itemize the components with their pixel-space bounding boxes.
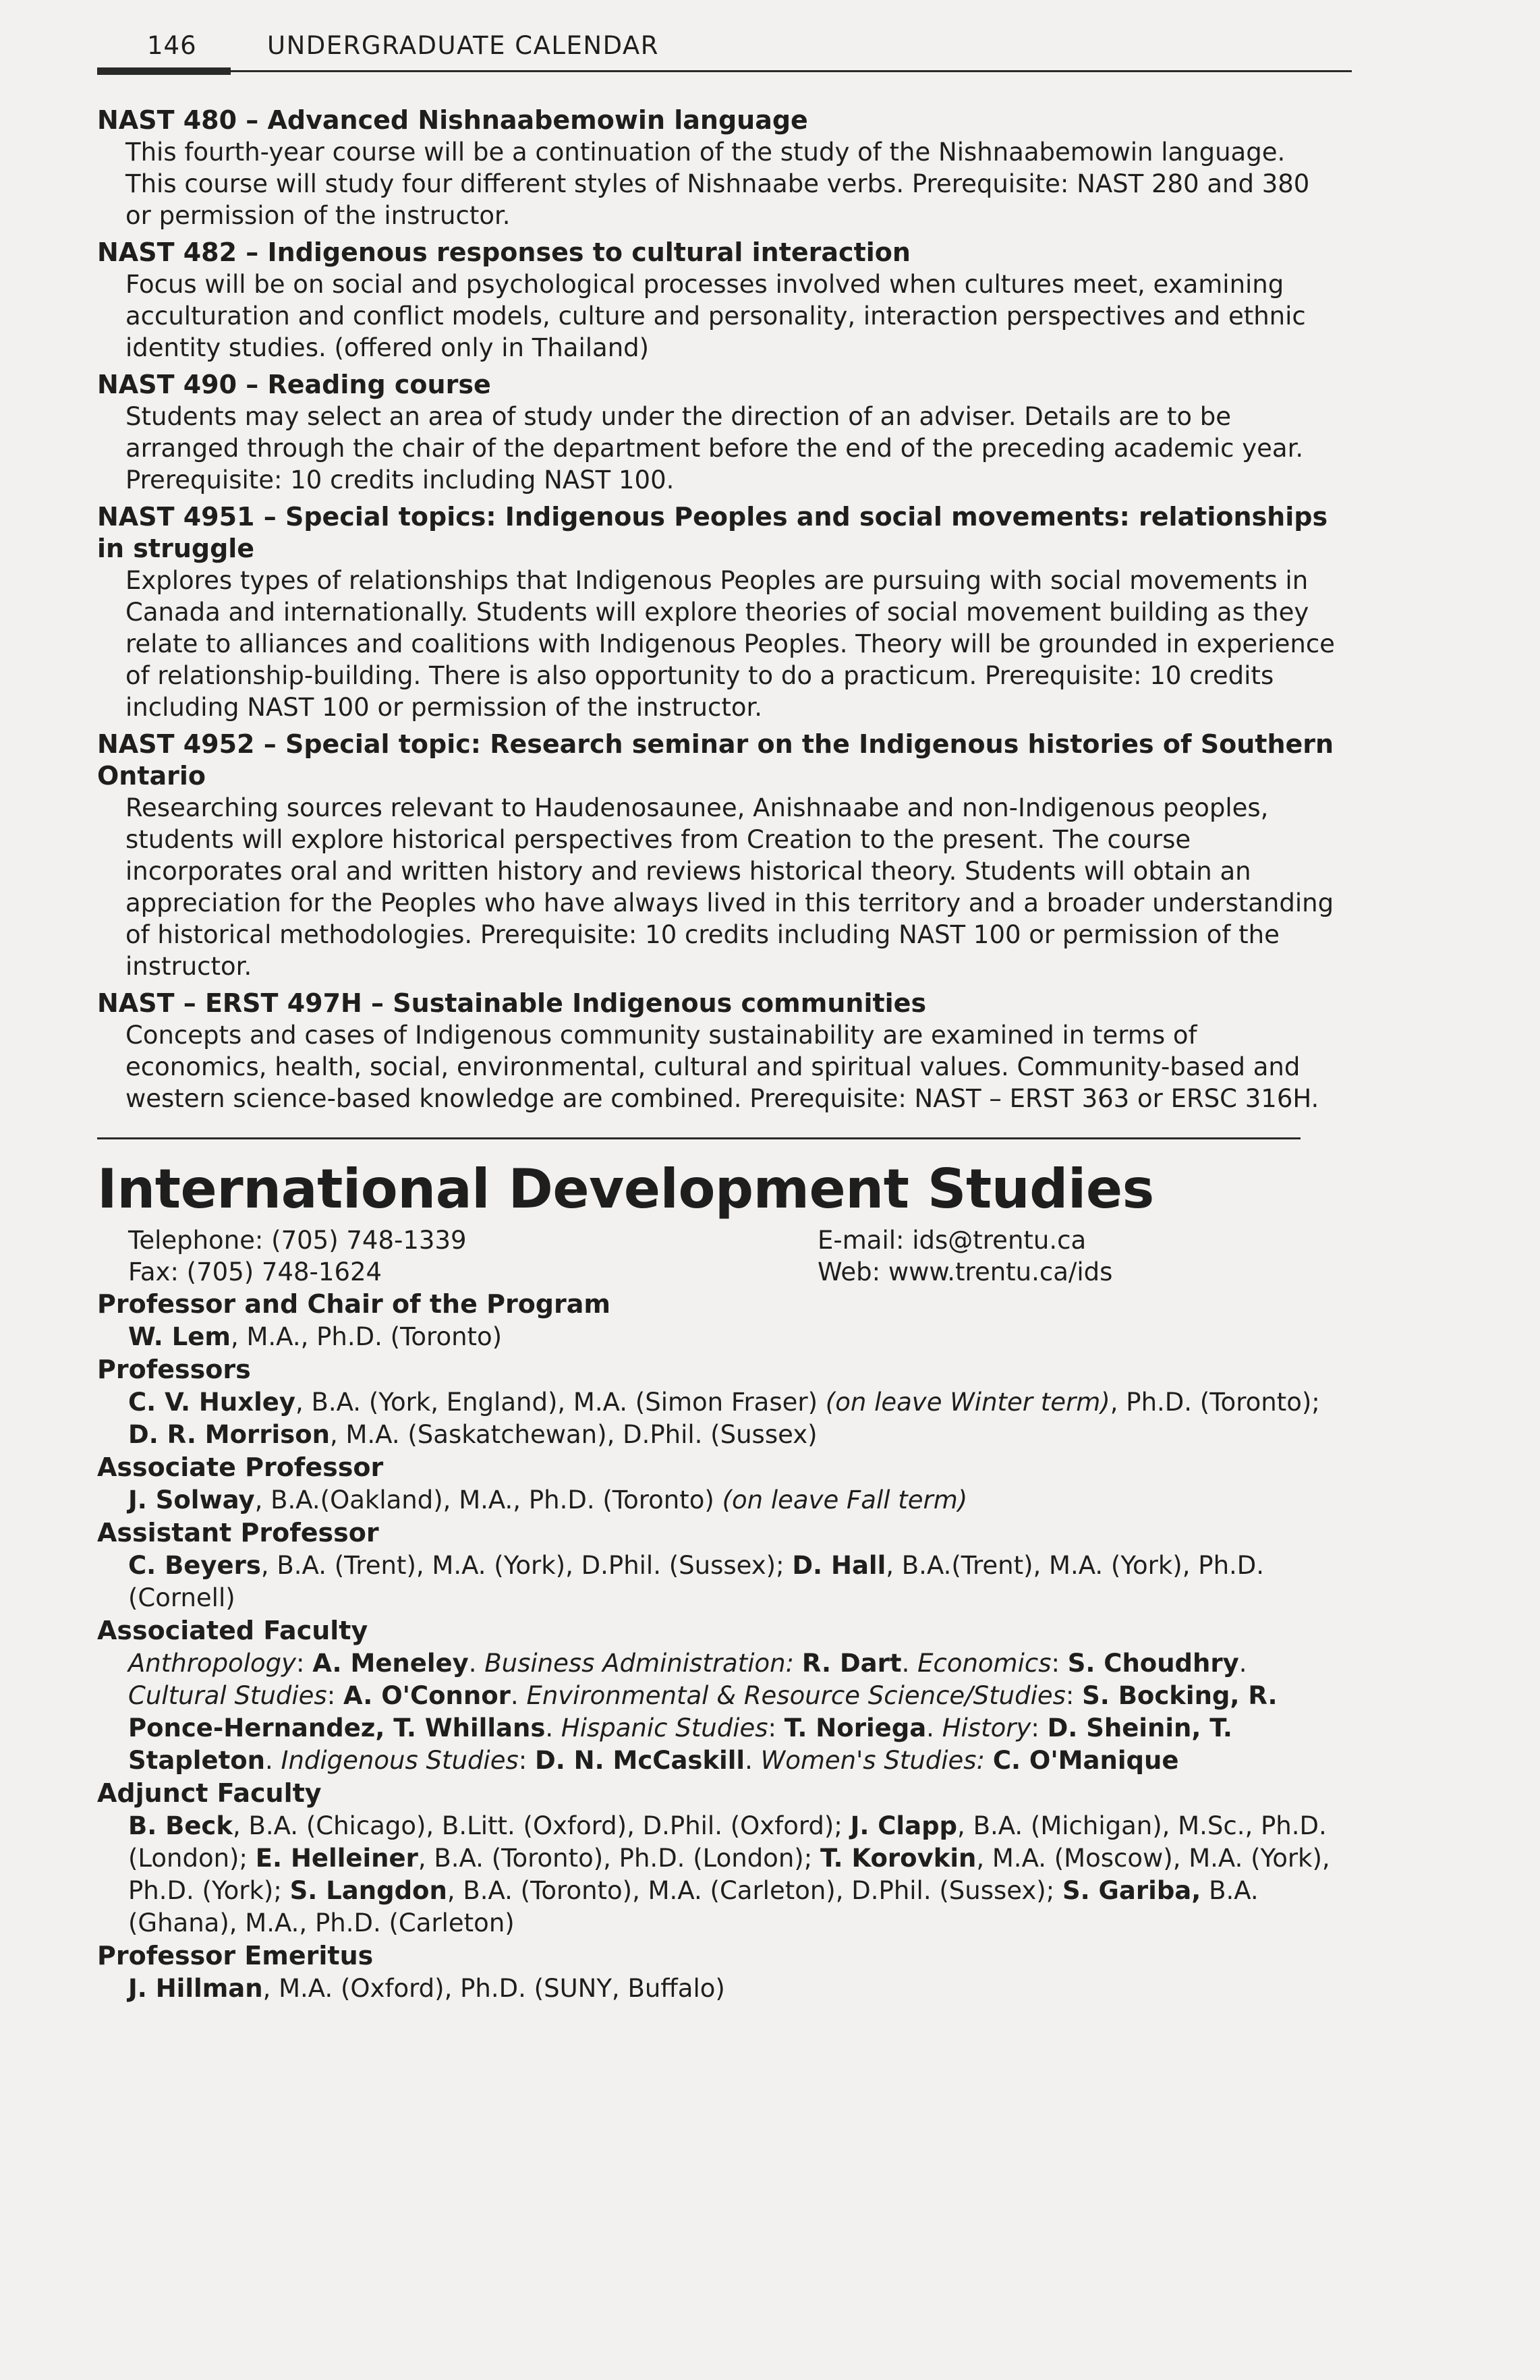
discipline: Environmental & Resource Science/Studies bbox=[526, 1681, 1066, 1710]
person-name: J. Hillman bbox=[128, 1974, 263, 2003]
person-name: R. Dart bbox=[801, 1649, 902, 1678]
header-rule-thick bbox=[97, 67, 231, 75]
course-title: NAST 4952 – Special topic: Research seminar on the Indigenous histories of Southern Ontario bbox=[97, 729, 1334, 791]
course-entry bbox=[97, 501, 1352, 723]
telephone: Telephone: (705) 748-1339 bbox=[128, 1226, 467, 1255]
role-heading-chair: Professor and Chair of the Program bbox=[97, 1289, 610, 1319]
person-name: T. Korovkin bbox=[820, 1844, 977, 1873]
contact-phone-fax bbox=[128, 1224, 467, 1288]
person-name: J. Clapp bbox=[850, 1811, 958, 1840]
person-credentials: , Ph.D. (Toronto); bbox=[1110, 1388, 1320, 1417]
course-title: NAST – ERST 497H – Sustainable Indigenous communities bbox=[97, 988, 927, 1018]
person-credentials: , B.A.(Oakland), M.A., Ph.D. (Toronto) bbox=[254, 1485, 722, 1514]
person-name: J. Solway bbox=[128, 1485, 255, 1514]
role-heading-professors: Professors bbox=[97, 1355, 251, 1384]
person-credentials: , M.A. (Saskatchewan), D.Phil. (Sussex) bbox=[329, 1420, 818, 1449]
course-title: NAST 490 – Reading course bbox=[97, 370, 491, 399]
person-name: C. V. Huxley bbox=[128, 1388, 295, 1417]
role-heading-associated: Associated Faculty bbox=[97, 1616, 368, 1645]
person-credentials: , M.A. (Moscow), M.A. (York), Ph.D. (York); bbox=[128, 1844, 1330, 1905]
course-entry bbox=[97, 105, 1352, 231]
section-divider bbox=[97, 1137, 1301, 1139]
people-emeritus bbox=[97, 1973, 1352, 2005]
course-description: Focus will be on social and psychological processes involved when cultures meet, examining acculturation and conflict models, culture and personality, interaction perspectives and ethnic identity studies. (offered only in Thailand) bbox=[125, 270, 1306, 362]
course-entry bbox=[97, 729, 1352, 982]
people-professors bbox=[97, 1386, 1352, 1451]
person-name: D. Hall bbox=[792, 1551, 886, 1580]
person-name: D. N. McCaskill bbox=[535, 1746, 745, 1775]
header-rule-thin bbox=[231, 70, 1352, 72]
fax: Fax: (705) 748-1624 bbox=[128, 1257, 382, 1286]
course-description: This fourth-year course will be a continuation of the study of the Nishnaabemowin language. This course will study four different styles of Nishnaabe verbs. Prerequisite: NAST 280 and 380 or permission of the instructor. bbox=[125, 138, 1310, 230]
person-name: C. O'Manique bbox=[992, 1746, 1179, 1775]
people-adjunct bbox=[97, 1810, 1352, 1939]
contact-email-web bbox=[818, 1224, 1112, 1288]
person-credentials: , B.A. (Trent), M.A. (York), D.Phil. (Sussex); bbox=[260, 1551, 793, 1580]
discipline: History bbox=[942, 1713, 1031, 1743]
person-credentials: , M.A. (Oxford), Ph.D. (SUNY, Buffalo) bbox=[262, 1974, 725, 2003]
person-credentials: , B.A.(Trent), M.A. (York), Ph.D. (Cornell) bbox=[128, 1551, 1265, 1612]
person-credentials: , B.A. (Toronto), M.A. (Carleton), D.Phil. (Sussex); bbox=[447, 1876, 1055, 1905]
course-title: NAST 4951 – Special topics: Indigenous Peoples and social movements: relationships in struggle bbox=[97, 502, 1328, 563]
people-associated: Anthropology: A. Meneley. Business Administration: R. Dart. Economics: S. Choudhry. Cultural Studies: A. O'Connor. Environmental & Resource Science/Studies: S. Bocking, R. Ponce-Hernandez, T. Whillans. Hispanic Studies: T. Noriega. History: D. Sheinin, T. Stapleton. Indigenous Studies: D. N. McCaskill. Women's Studies: C. O'Manique bbox=[128, 1649, 1278, 1775]
page-content bbox=[97, 105, 1352, 2005]
person-name: S. Choudhry bbox=[1067, 1649, 1239, 1678]
person-name: A. Meneley bbox=[312, 1649, 469, 1678]
discipline: Economics bbox=[917, 1649, 1052, 1678]
person-name: D. R. Morrison bbox=[128, 1420, 330, 1449]
people-assistant bbox=[97, 1550, 1352, 1614]
section-title: International Development Studies bbox=[97, 1158, 1154, 1220]
role-heading-adjunct: Adjunct Faculty bbox=[97, 1778, 322, 1808]
person-credentials: , B.A. (Chicago), B.Litt. (Oxford), D.Phil. (Oxford); bbox=[232, 1811, 851, 1840]
person-name: S. Bocking, R. Ponce-Hernandez, T. Whillans bbox=[128, 1681, 1278, 1743]
person-name: B. Beck bbox=[128, 1811, 233, 1840]
leave-note: (on leave Fall term) bbox=[722, 1485, 968, 1514]
discipline: Business Administration: bbox=[484, 1649, 795, 1678]
discipline: Cultural Studies bbox=[128, 1681, 327, 1710]
course-description: Students may select an area of study under the direction of an adviser. Details are to be arranged through the chair of the department before the end of the preceding academic year. Prerequisite: 10 credits including NAST 100. bbox=[125, 402, 1304, 494]
person-name: W. Lem bbox=[128, 1322, 231, 1351]
person-credentials: B.A. (Ghana), M.A., Ph.D. (Carleton) bbox=[128, 1876, 1259, 1937]
person-credentials: , B.A. (Toronto), Ph.D. (London); bbox=[418, 1844, 820, 1873]
course-entry bbox=[97, 369, 1352, 496]
discipline: Hispanic Studies bbox=[561, 1713, 768, 1743]
discipline: Anthropology bbox=[128, 1649, 296, 1678]
course-entry bbox=[97, 237, 1352, 364]
person-name: C. Beyers bbox=[128, 1551, 261, 1580]
person-name: S. Gariba, bbox=[1062, 1876, 1201, 1905]
leave-note: (on leave Winter term) bbox=[825, 1388, 1110, 1417]
person-name: S. Langdon bbox=[289, 1876, 447, 1905]
person-credentials: , B.A. (Michigan), M.Sc., Ph.D. (London); bbox=[128, 1811, 1327, 1873]
person-name: E. Helleiner bbox=[255, 1844, 418, 1873]
person-credentials: , M.A., Ph.D. (Toronto) bbox=[230, 1322, 503, 1351]
web: Web: www.trentu.ca/ids bbox=[818, 1257, 1113, 1286]
contact-block bbox=[128, 1224, 1352, 1288]
people-associate bbox=[97, 1484, 1352, 1517]
person-name: D. Sheinin, T. Stapleton bbox=[128, 1713, 1232, 1775]
course-title: NAST 482 – Indigenous responses to cultural interaction bbox=[97, 237, 911, 267]
role-heading-associate: Associate Professor bbox=[97, 1452, 384, 1482]
course-entry bbox=[97, 988, 1352, 1114]
running-title: UNDERGRADUATE CALENDAR bbox=[267, 31, 659, 60]
course-description: Explores types of relationships that Indigenous Peoples are pursuing with social movements in Canada and internationally. Students will explore theories of social movement building as they relate to alliances and coalitions with Indigenous Peoples. Theory will be grounded in experience of relationship-building. There is also opportunity to do a practicum. Prerequisite: 10 credits including NAST 100 or permission of the instructor. bbox=[125, 566, 1335, 722]
role-heading-emeritus: Professor Emeritus bbox=[97, 1941, 374, 1971]
course-description: Concepts and cases of Indigenous community sustainability are examined in terms of economics, health, social, environmental, cultural and spiritual values. Community-based and western science-based knowledge are combined. Prerequisite: NAST – ERST 363 or ERSC 316H. bbox=[125, 1021, 1319, 1113]
person-credentials: , B.A. (York, England), M.A. (Simon Fraser) bbox=[295, 1388, 826, 1417]
person-name: T. Noriega bbox=[784, 1713, 927, 1743]
page-header bbox=[97, 28, 1352, 76]
page-number: 146 bbox=[147, 31, 197, 60]
person-name: A. O'Connor bbox=[343, 1681, 511, 1710]
role-heading-assistant: Assistant Professor bbox=[97, 1518, 379, 1548]
discipline: Women's Studies: bbox=[760, 1746, 986, 1775]
course-description: Researching sources relevant to Haudenosaunee, Anishnaabe and non-Indigenous peoples, students will explore historical perspectives from Creation to the present. The course incorporates oral and written history and reviews historical theory. Students will obtain an appreciation for the Peoples who have always lived in this territory and a broader understanding of historical methodologies. Prerequisite: 10 credits including NAST 100 or permission of the instructor. bbox=[125, 793, 1334, 981]
people-chair bbox=[97, 1321, 1352, 1353]
discipline: Indigenous Studies bbox=[281, 1746, 519, 1775]
course-title: NAST 480 – Advanced Nishnaabemowin language bbox=[97, 105, 808, 135]
email: E-mail: ids@trentu.ca bbox=[818, 1226, 1087, 1255]
